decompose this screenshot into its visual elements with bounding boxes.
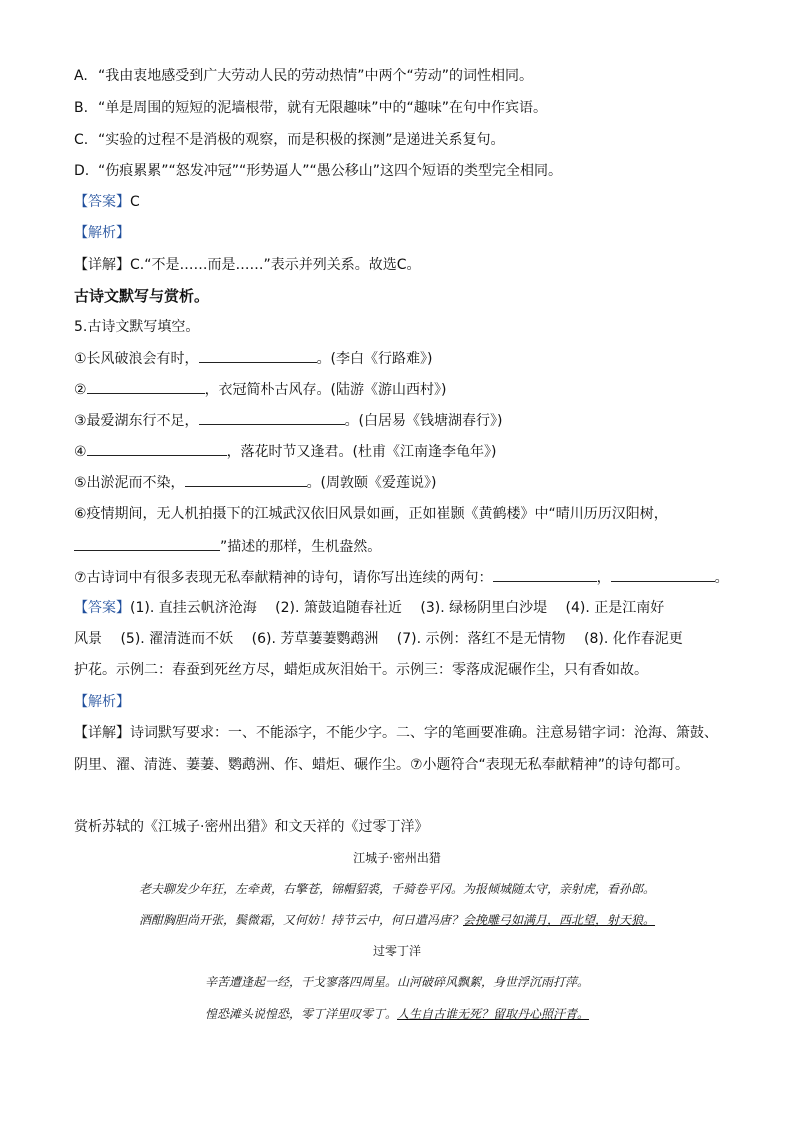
q5-item-5 <box>74 472 437 493</box>
q5-item-2 <box>74 379 447 400</box>
q5-item-6-line2 <box>74 536 381 557</box>
appreciation-intro: 赏析苏轼的《江城子·密州出猎》和文天祥的《过零丁洋》 <box>74 819 429 835</box>
option-b <box>74 98 547 118</box>
q5-item-3-post: 。(白居易《钱塘湖春行》) <box>344 413 503 429</box>
q5-item-2-blank[interactable] <box>87 379 205 394</box>
poem2-line2 <box>0 1005 794 1023</box>
q4-analysis <box>74 223 130 243</box>
q5-title: 5.古诗文默写填空。 <box>74 319 200 335</box>
poem1-line2-text: 酒酣胸胆尚开张，鬓微霜，又何妨！持节云中，何日遣冯唐？ <box>138 913 463 927</box>
q4-detail <box>74 255 421 275</box>
q5-item-4-pre: ④ <box>74 444 87 460</box>
q5-item-7 <box>74 567 729 588</box>
option-d-letter: D. <box>74 163 90 179</box>
q5-item-3-pre: ③最爱湖东行不足， <box>74 413 199 429</box>
q5-analysis-label: 【解析】 <box>74 694 130 710</box>
option-c-text: “实验的过程不是消极的观察，而是积极的探测”是递进关系复句。 <box>98 132 505 148</box>
q5-item-2-pre: ② <box>74 382 87 398</box>
poem1-line2-underlined: 会挽雕弓如满月，西北望，射天狼。 <box>463 913 656 927</box>
q5-item-7-blank-a[interactable] <box>493 567 597 582</box>
q5-detail-label: 【详解】 <box>74 725 130 741</box>
poem2-title: 过零丁洋 <box>372 944 421 958</box>
option-a-letter: A. <box>74 68 88 84</box>
q5-item-1-blank[interactable] <box>199 348 317 363</box>
q5-item-2-post: ，衣冠简朴古风存。(陆游《游山西村》) <box>204 382 447 398</box>
q5-analysis <box>74 692 130 712</box>
q4-detail-label: 【详解】 <box>74 257 130 273</box>
q5-answer-line1 <box>74 598 664 618</box>
q5-detail-line2: 阴里、濯、清涟、萋萋、鹦鹉洲、作、蜡炬、碾作尘。⑦小题符合“表现无私奉献精神”的诗句都可。 <box>74 757 690 773</box>
section-heading: 古诗文默写与赏析。 <box>74 287 210 305</box>
q5-item-6-line1: ⑥疫情期间，无人机拍摄下的江城武汉依旧风景如画，正如崔颢《黄鹤楼》中“晴川历历汉阳树， <box>74 506 668 522</box>
q5-item-5-post: 。(周敦颐《爱莲说》) <box>306 475 437 491</box>
q5-item-7-pre: ⑦古诗词中有很多表现无私奉献精神的诗句，请你写出连续的两句： <box>74 570 493 586</box>
option-b-text: “单是周围的短短的泥墙根带，就有无限趣味”中的“趣味”在句中作宾语。 <box>98 100 548 116</box>
q5-item-1 <box>74 348 433 369</box>
poem2-line2-underlined: 人生自古谁无死？留取丹心照汗青。 <box>397 1007 590 1021</box>
q5-item-7-mid: ， <box>596 570 611 586</box>
q4-answer-label: 【答案】 <box>74 194 130 210</box>
q4-answer-value: C <box>130 194 140 210</box>
q5-item-6-post: ”描述的那样，生机盎然。 <box>220 539 382 555</box>
q5-item-7-post: 。 <box>714 570 729 586</box>
option-d <box>74 161 562 181</box>
poem1-line2 <box>0 911 794 929</box>
q5-item-5-pre: ⑤出淤泥而不染， <box>74 475 185 491</box>
q5-answer-label: 【答案】 <box>74 600 130 616</box>
poem1-line1: 老夫聊发少年狂，左牵黄，右擎苍，锦帽貂裘，千骑卷平冈。为报倾城随太守，亲射虎，看孙郎。 <box>138 882 655 896</box>
q5-item-1-post: 。(李白《行路难》) <box>316 351 433 367</box>
q5-item-3-blank[interactable] <box>199 410 345 425</box>
q5-item-7-blank-b[interactable] <box>611 567 715 582</box>
q5-item-6-blank[interactable] <box>74 536 220 551</box>
q5-item-4-post: ，落花时节又逢君。(杜甫《江南逢李龟年》) <box>226 444 497 460</box>
option-c <box>74 130 505 150</box>
q5-detail-line1 <box>74 723 718 743</box>
q5-item-4-blank[interactable] <box>87 441 227 456</box>
option-a <box>74 66 533 86</box>
q5-answer-text1: (1). 直挂云帆济沧海 (2). 箫鼓追随春社近 (3). 绿杨阴里白沙堤 (4). 正是江南好 <box>130 600 665 616</box>
q4-detail-text: C.“不是……而是……”表示并列关系。故选C。 <box>130 257 421 273</box>
q4-analysis-label: 【解析】 <box>74 225 130 241</box>
q5-detail-text1: 诗词默写要求：一、不能添字，不能少字。二、字的笔画要准确。注意易错字词：沧海、箫鼓、 <box>130 725 718 741</box>
q5-item-4 <box>74 441 497 462</box>
q4-answer <box>74 192 140 212</box>
option-b-letter: B. <box>74 100 89 116</box>
option-a-text: “我由衷地感受到广大劳动人民的劳动热情”中两个“劳动”的词性相同。 <box>98 68 534 84</box>
poem2-line1: 辛苦遭逢起一经，干戈寥落四周星。山河破碎风飘絮，身世浮沉雨打萍。 <box>204 975 589 989</box>
q5-answer-line3: 护花。示例二：春蚕到死丝方尽，蜡炬成灰泪始干。示例三：零落成泥碾作尘，只有香如故。 <box>74 662 648 678</box>
q5-item-5-blank[interactable] <box>185 472 307 487</box>
q5-item-1-pre: ①长风破浪会有时， <box>74 351 199 367</box>
option-c-letter: C. <box>74 132 89 148</box>
option-d-text: “伤痕累累”“怒发冲冠”“形势逼人”“愚公移山”这四个短语的类型完全相同。 <box>98 163 563 179</box>
poem1-title: 江城子·密州出猎 <box>353 851 441 865</box>
q5-item-3 <box>74 410 503 431</box>
q5-answer-line2: 风景 (5). 濯清涟而不妖 (6). 芳草萋萋鹦鹉洲 (7). 示例：落红不是无情物 (8). 化作春泥更 <box>74 631 683 647</box>
poem2-line2-text: 惶恐滩头说惶恐，零丁洋里叹零丁。 <box>204 1007 397 1021</box>
